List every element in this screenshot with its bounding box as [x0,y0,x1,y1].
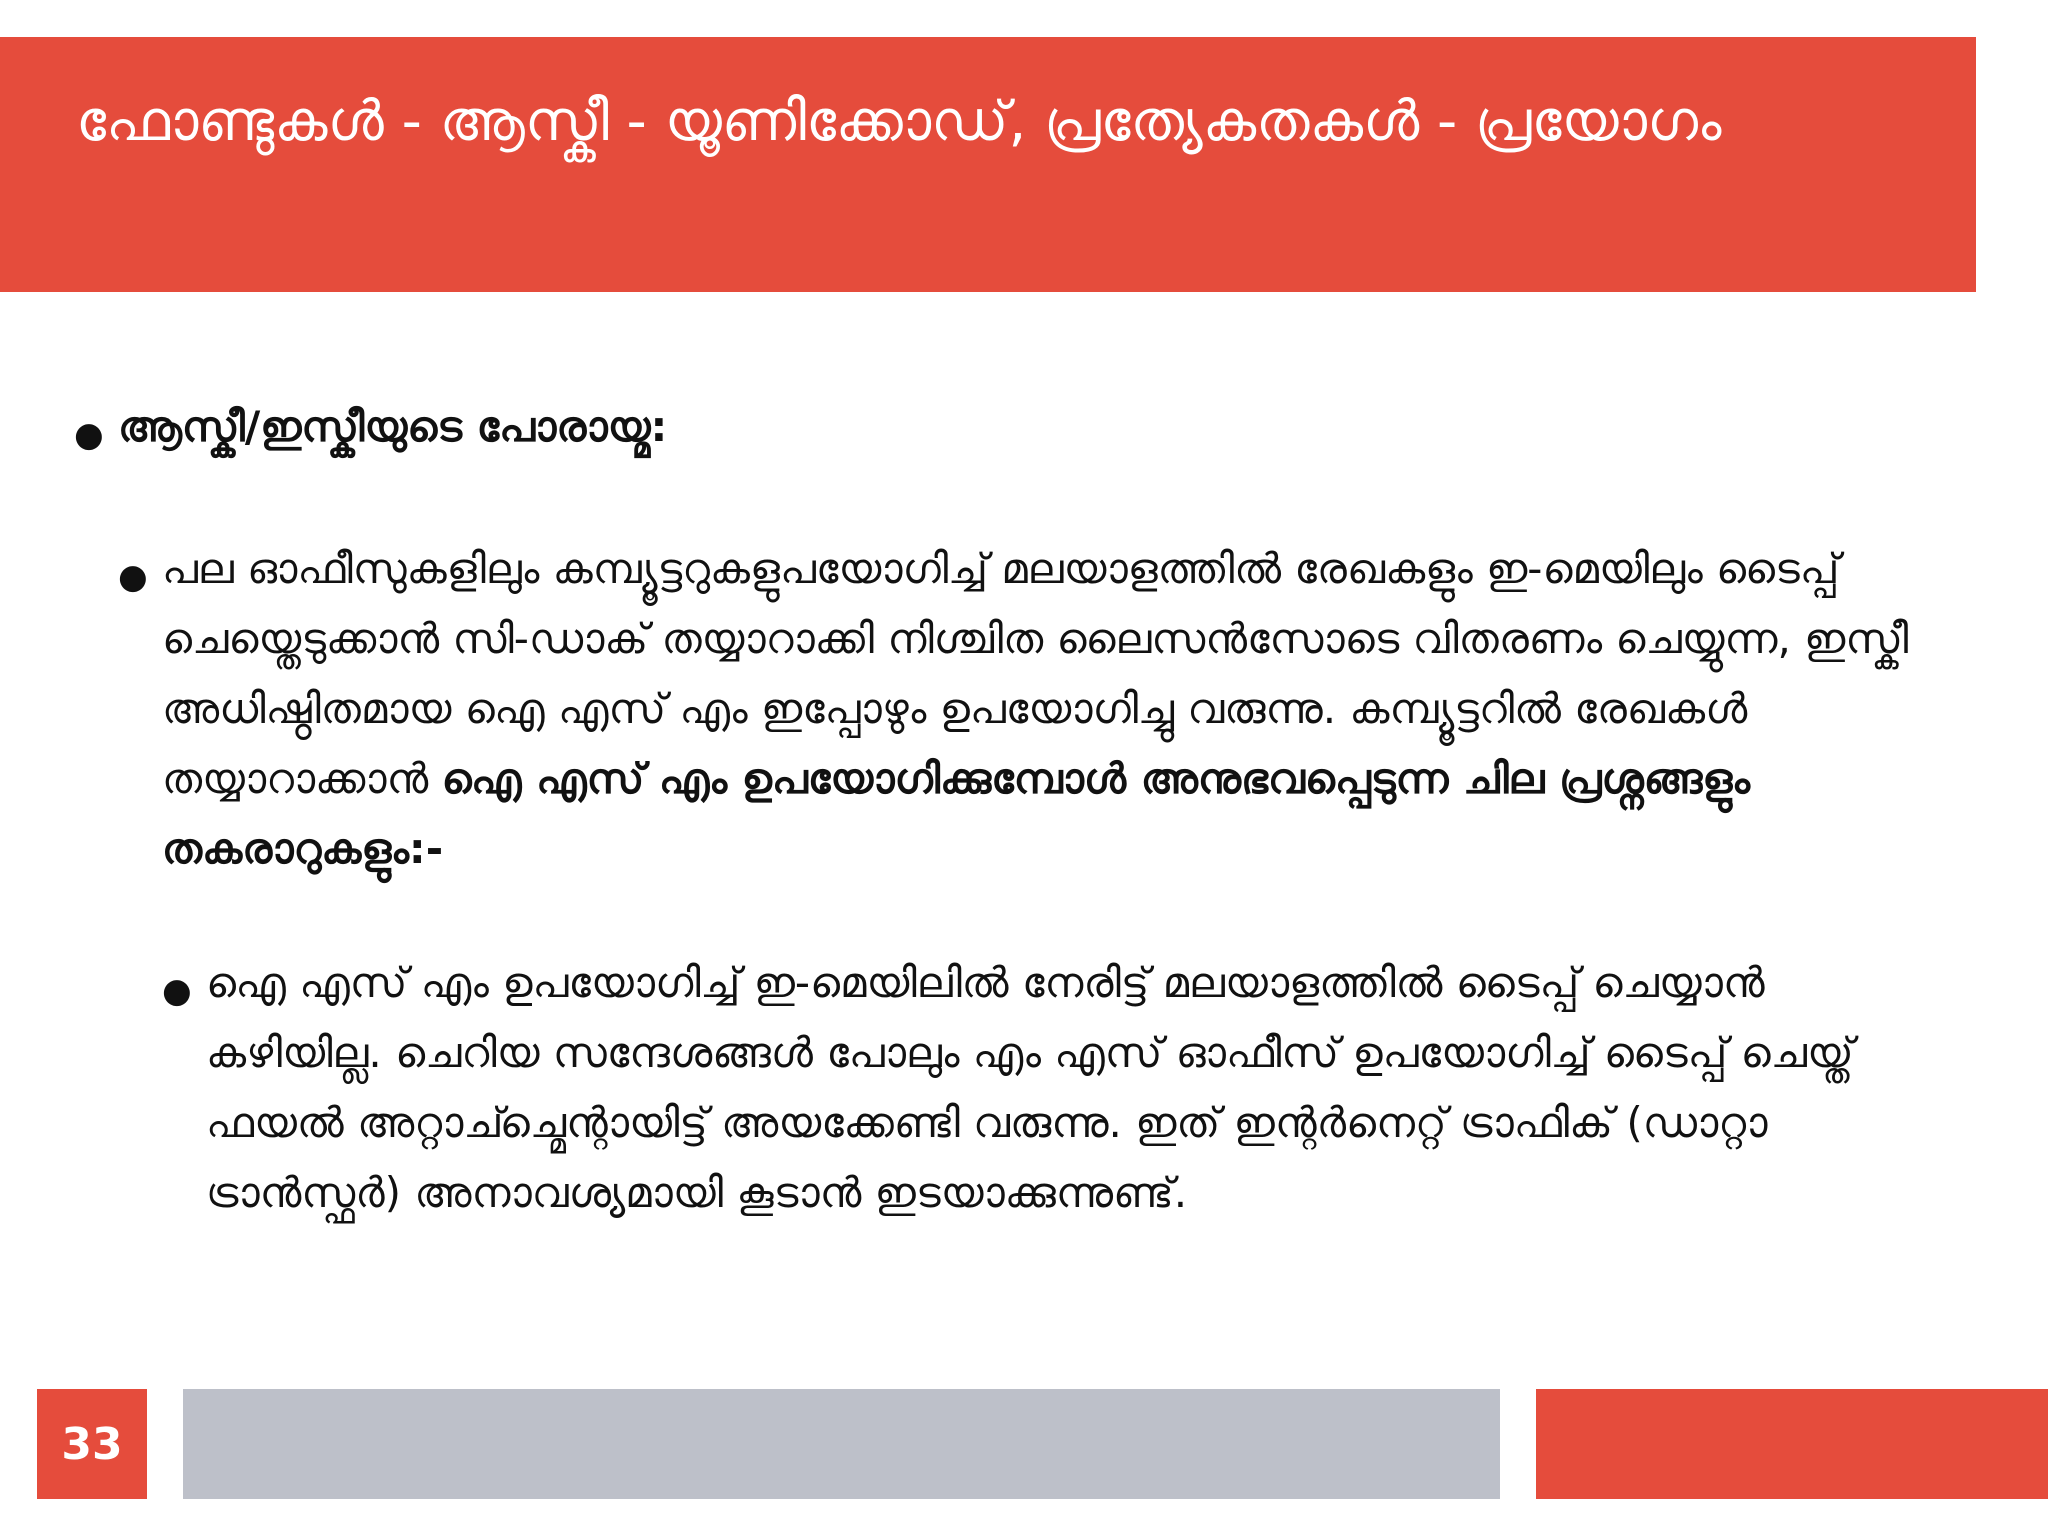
bullet-dot-icon: ● [162,971,192,1011]
bullet-level-2 [118,534,1962,884]
slide-title: ഫോണ്ടുകൾ - ആസ്കീ - യൂണിക്കോഡ്, പ്രത്യേകതകൾ - പ്രയോഗം [76,89,1722,154]
title-bar [0,37,1976,292]
bullet-level-1 [74,392,1978,462]
footer-gray-bar [183,1389,1500,1499]
bullet-dot-icon: ● [74,415,104,455]
bullet-level-3 [162,948,1926,1228]
footer-red-bar [1536,1389,2048,1499]
bullet-dot-icon: ● [118,557,148,597]
bullet-level-3-text: ഐ എസ് എം ഉപയോഗിച്ച് ഇ-മെയിലിൽ നേരിട്ട് മലയാളത്തിൽ ടൈപ്പ് ചെയ്യാൻ കഴിയില്ല. ചെറിയ സന്ദേശങ്ങൾ പോലും എം എസ് ഓഫീസ് ഉപയോഗിച്ച് ടൈപ്പ് ചെയ്ത് ഫയൽ അറ്റാച്ച്മെന്റായിട്ട് അയക്കേണ്ടി വരുന്നു. ഇത് ഇന്റർനെറ്റ് ട്രാഫിക് (ഡാറ്റാ ട്രാൻസ്ഫർ) അനാവശ്യമായി കൂടാൻ ഇടയാക്കുന്നുണ്ട്. [206,958,1854,1217]
bullet-level-1-text: ആസ്കീ/ഇസ്കീയുടെ പോരായ്മ: [118,402,668,451]
bullet-level-2-text: പല ഓഫീസുകളിലും കമ്പ്യൂട്ടറുകളുപയോഗിച്ച് മലയാളത്തിൽ രേഖകളും ഇ-മെയിലും ടൈപ്പ് ചെയ്തെടുക്കാൻ സി-ഡാക് തയ്യാറാക്കി നിശ്ചിത ലൈസൻസോടെ വിതരണം ചെയ്യുന്ന, ഇസ്കീ അധിഷ്ഠിതമായ ഐ എസ് എം ഇപ്പോഴും ഉപയോഗിച്ചു വരുന്നു. കമ്പ്യൂട്ടറിൽ രേഖകൾ തയ്യാറാക്കാൻ [162,544,1909,803]
slide-number: 33 [61,1418,123,1470]
bullet-level-2-emphasis: ഐ എസ് എം ഉപയോഗിക്കുമ്പോൾ അനുഭവപ്പെടുന്ന ചില പ്രശ്നങ്ങളും തകരാറുകളും:- [162,754,1750,873]
slide-number-box [37,1389,147,1499]
